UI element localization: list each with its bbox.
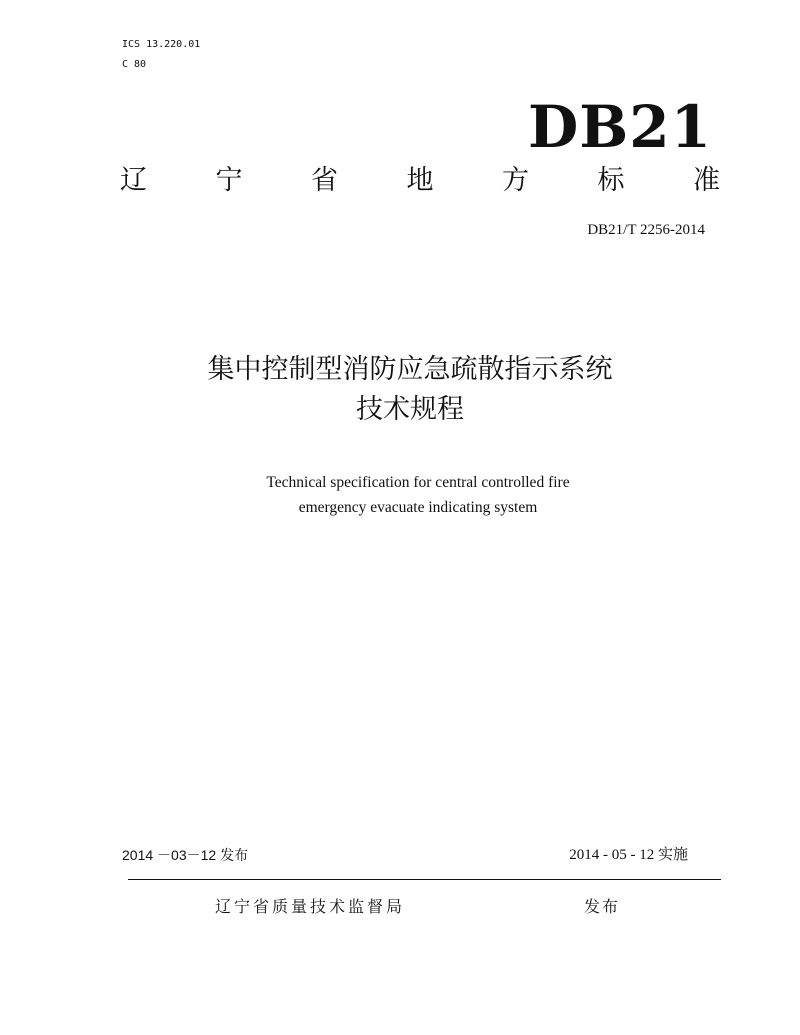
standard-type-heading <box>120 164 720 198</box>
issuing-authority: 辽宁省质量技术监督局 <box>215 897 406 916</box>
standard-type-char: 辽 <box>120 165 147 196</box>
standard-type-char: 方 <box>502 165 529 196</box>
footer-divider <box>128 879 721 880</box>
ccs-code: C 80 <box>122 59 147 70</box>
standard-number: DB21/T 2256-2014 <box>587 222 705 238</box>
title-chinese-line-2: 技术规程 <box>356 394 464 425</box>
standard-mark: DB21 <box>527 93 712 161</box>
title-english-line-1: Technical specification for central controlled fire <box>266 474 570 491</box>
issued-label: 发布 <box>584 897 621 916</box>
standard-type-char: 地 <box>406 165 434 196</box>
ics-code: ICS 13.220.01 <box>122 39 201 50</box>
title-chinese-line-1: 集中控制型消防应急疏散指示系统 <box>207 354 613 385</box>
standard-type-char: 宁 <box>215 165 243 196</box>
standard-type-char: 省 <box>311 165 338 196</box>
title-english-line-2: emergency evacuate indicating system <box>298 499 538 516</box>
issue-date: 2014 －03－12 发布 <box>122 847 249 863</box>
standard-type-char: 准 <box>693 165 720 196</box>
standard-type-char: 标 <box>597 165 625 196</box>
implementation-date: 2014 - 05 - 12 实施 <box>569 847 688 863</box>
